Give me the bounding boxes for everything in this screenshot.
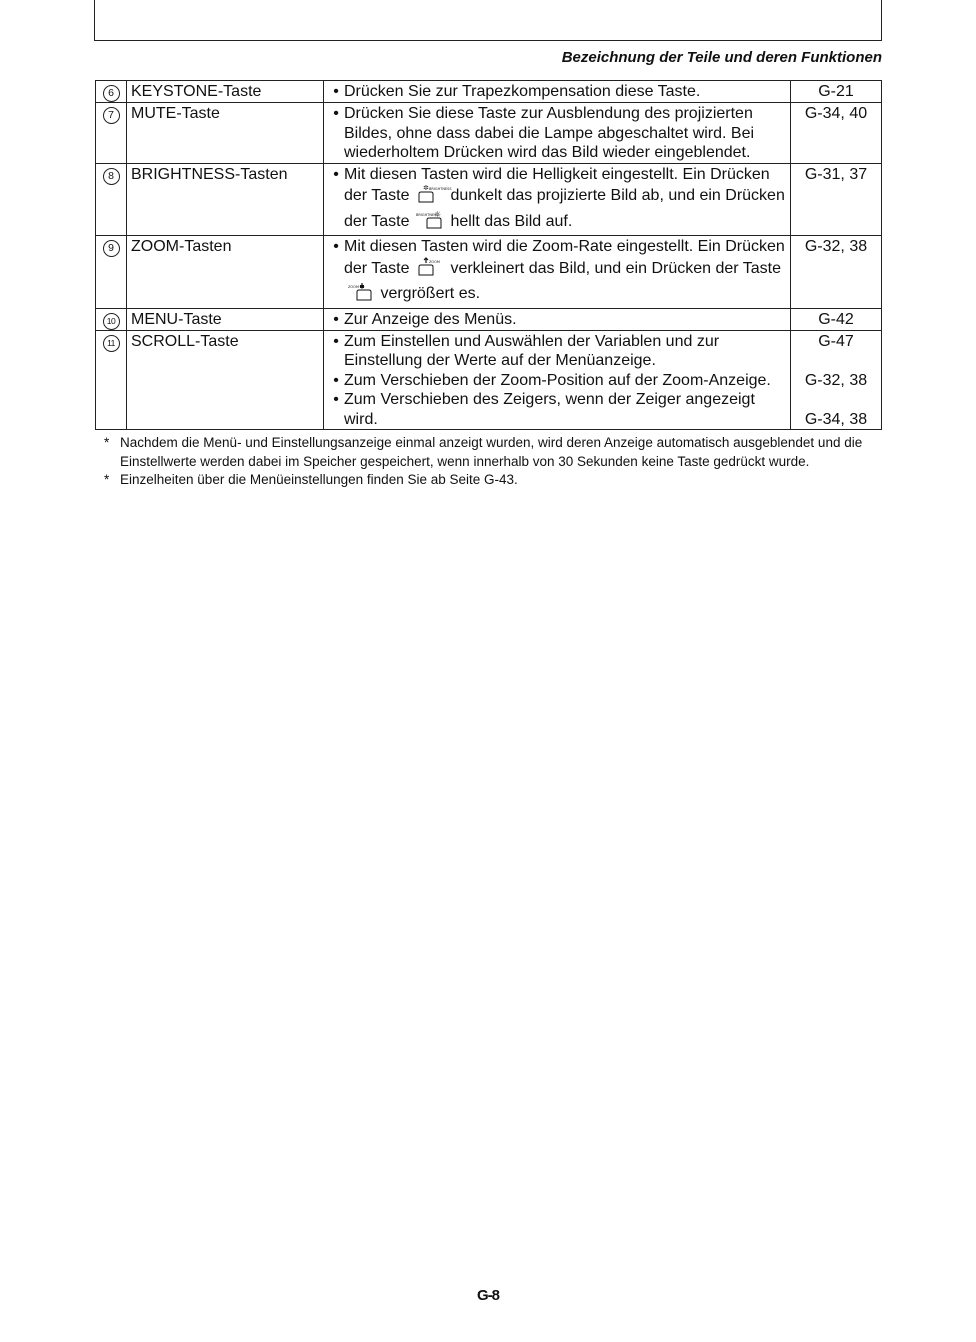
item-description: Zum Verschieben des Zeigers, wenn der Zeiger angezeigt wird. [344,391,755,428]
page-reference: G-32, 38 [804,371,868,389]
parts-table [95,80,882,430]
footnotes [104,434,882,490]
item-number: 9 [103,240,120,257]
item-description: Drücken Sie diese Taste zur Ausblendung des projizierten Bildes, ohne dass dabei die Lampe abgeschaltet wird. Bei wiederholtem Drücken wird das Bild wieder eingeblendet. [344,105,755,161]
item-description: Zur Anzeige des Menüs. [344,310,517,328]
svg-text:ZOOM: ZOOM [348,285,359,289]
page-reference: G-31, 37 [791,163,882,236]
description-bullet: • Zur Anzeige des Menüs. [328,310,786,330]
item-number: 10 [103,313,120,330]
item-description: Drücken Sie zur Trapezkompensation diese Taste. [344,83,701,100]
brightness-plus-key-icon [416,210,444,236]
svg-text:✲: ✲ [422,184,429,192]
item-number: 11 [103,335,120,352]
svg-text:ZOOM: ZOOM [428,259,440,264]
item-description-part: Mit diesen Tasten wird die Zoom-Rate eingestellt. Ein Drücken der Taste [344,238,785,277]
description-bullet: • Zum Verschieben der Zoom-Position auf der Zoom-Anzeige. [328,371,786,391]
description-bullet: • Zum Einstellen und Auswählen der Variablen und zur Einstellung der Werte auf der Menüanzeige. [328,332,786,371]
table-row [96,330,882,430]
item-description: Zum Einstellen und Auswählen der Variablen und zur Einstellung der Werte auf der Menüanzeige. [344,332,720,369]
svg-text:☼: ☼ [433,209,442,219]
page-reference: G-42 [791,308,882,330]
table-row [96,81,882,103]
item-description-part: dunkelt das projizierte Bild ab, und ein Drücken der Taste [344,187,785,230]
footnote-text: Nachdem die Menü- und Einstellungsanzeige einmal anzeigt wurden, wird deren Anzeige automatisch ausgeblendet und die Einstellwerte werden dabei im Speicher gespeichert, wenn innerhalb von 30 Sekunden keine Taste gedrückt wurde. [120,435,863,469]
item-description: Zum Verschieben der Zoom-Position auf der Zoom-Anzeige. [344,371,771,389]
table-row [96,163,882,236]
item-name: BRIGHTNESS-Tasten [127,163,324,236]
item-description-part: verkleinert das Bild, und ein Drücken der Taste [450,259,781,277]
footnote-text: Einzelheiten über die Menüeinstellungen finden Sie ab Seite G-43. [120,472,518,487]
page-reference: G-32, 38 [791,236,882,309]
page-reference: G-34, 40 [791,103,882,164]
description-bullet: • Mit diesen Tasten wird die Helligkeit eingestellt. Ein Drücken der Taste ✲ BRIGHTNESS dunkelt das projizierte Bild ab, und ein Drücken der Taste BRIGHTNESS ☼ hellt das Bild auf. [328,165,786,236]
footnote: * Nachdem die Menü- und Einstellungsanzeige einmal anzeigt wurden, wird deren Anzeige automatisch ausgeblendet und die Einstellwerte werden dabei im Speicher gespeichert, wenn innerhalb von 30 Sekunden keine Taste gedrückt wurde. [104,434,882,471]
page-number: G-8 [476,1287,499,1304]
description-bullet: • Drücken Sie diese Taste zur Ausblendung des projizierten Bildes, ohne dass dabei die Lampe abgeschaltet wird. Bei wiederholtem Drücken wird das Bild wieder eingeblendet. [328,104,786,163]
item-name: KEYSTONE-Taste [127,81,324,103]
item-description-part: hellt das Bild auf. [450,212,573,230]
item-description-part: vergrößert es. [380,285,481,302]
zoom-out-key-icon [416,257,444,283]
table-row [96,103,882,164]
table-row [96,308,882,330]
svg-text:BRIGHTNESS: BRIGHTNESS [428,187,452,191]
item-number: 8 [103,168,120,185]
item-number: 6 [103,85,120,102]
description-bullet: • Mit diesen Tasten wird die Zoom-Rate eingestellt. Ein Drücken der Taste ZOOM verkleinert das Bild, und ein Drücken der Taste ZOOM vergrößert es. [328,237,786,308]
zoom-in-key-icon [346,282,374,308]
item-name: MENU-Taste [127,308,324,330]
page-reference: G-21 [791,81,882,103]
footnote: * Einzelheiten über die Menüeinstellungen finden Sie ab Seite G-43. [104,471,882,490]
page-reference: G-34, 38 [804,410,868,428]
description-bullet: • Zum Verschieben des Zeigers, wenn der Zeiger angezeigt wird. [328,390,786,429]
item-name: SCROLL-Taste [127,330,324,430]
item-description-part: Mit diesen Tasten wird die Helligkeit eingestellt. Ein Drücken der Taste [344,165,770,204]
description-bullet: • Drücken Sie zur Trapezkompensation diese Taste. [328,82,786,102]
svg-text:BRIGHTNESS: BRIGHTNESS [415,212,439,217]
page-reference: G-47 [818,332,854,350]
brightness-minus-key-icon [416,184,452,210]
table-row [96,236,882,309]
item-name: ZOOM-Tasten [127,236,324,309]
item-number: 7 [103,107,120,124]
top-frame-box [94,0,882,41]
section-title: Bezeichnung der Teile und deren Funktionen [561,49,882,66]
item-name: MUTE-Taste [127,103,324,164]
